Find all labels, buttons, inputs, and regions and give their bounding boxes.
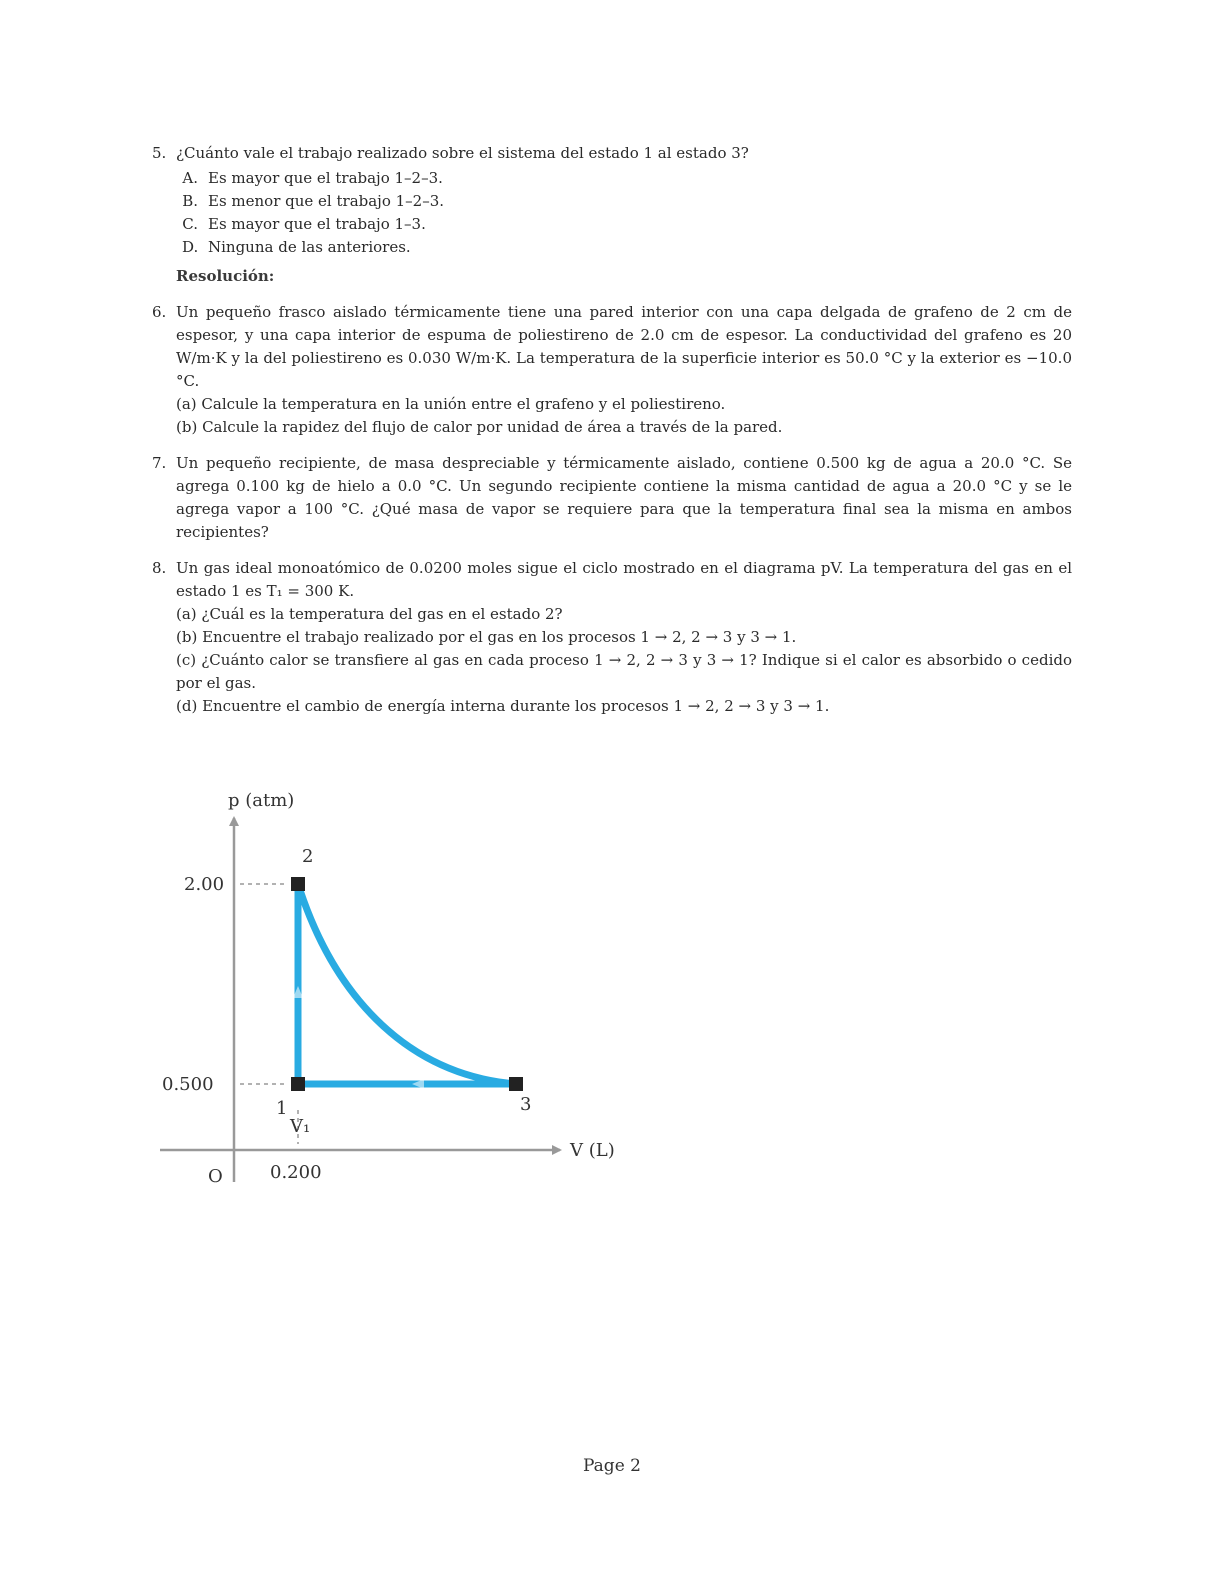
problem-number: 6. xyxy=(152,303,167,321)
response-label: Resolución: xyxy=(176,267,275,285)
state-2-label: 2 xyxy=(302,846,314,867)
option-letter: C. xyxy=(182,215,198,233)
option-d xyxy=(182,236,1072,259)
problem-number: 7. xyxy=(152,454,167,472)
subitem-b: (b) Calcule la rapidez del flujo de calor por unidad de área a través de la pared. xyxy=(176,418,783,436)
option-letter: B. xyxy=(182,192,198,210)
option-letter: A. xyxy=(182,169,198,187)
page-number: Page 2 xyxy=(583,1456,641,1476)
subitem-a: (a) ¿Cuál es la temperatura del gas en el estado 2? xyxy=(176,605,563,623)
p-tick-high: 2.00 xyxy=(184,874,225,895)
state-3-marker xyxy=(509,1077,523,1091)
page-content xyxy=(152,142,1072,731)
pv-diagram-svg xyxy=(150,770,650,1200)
subitem-c: (c) ¿Cuánto calor se transfiere al gas en cada proceso 1 → 2, 2 → 3 y 3 → 1? Indique si el calor es absorbido o cedido por el gas. xyxy=(176,651,1072,692)
option-text: Ninguna de las anteriores. xyxy=(208,238,411,256)
option-text: Es mayor que el trabajo 1–2–3. xyxy=(208,169,443,187)
option-a xyxy=(182,167,1072,190)
option-letter: D. xyxy=(182,238,199,256)
state-1-marker xyxy=(291,1077,305,1091)
option-b xyxy=(182,190,1072,213)
subitem-a: (a) Calcule la temperatura en la unión entre el grafeno y el poliestireno. xyxy=(176,395,726,413)
subitem-b: (b) Encuentre el trabajo realizado por el gas en los procesos 1 → 2, 2 → 3 y 3 → 1. xyxy=(176,628,797,646)
option-c xyxy=(182,213,1072,236)
origin-label: O xyxy=(208,1166,223,1187)
problem-text: Un pequeño frasco aislado térmicamente tiene una pared interior con una capa delgada de grafeno de 2 cm de espesor, y una capa interior de espuma de poliestireno de 2.0 cm de espesor. La conductividad del grafeno es 20 W/m·K y la del poliestireno es 0.030 W/m·K. La temperatura de la superficie interior es 50.0 °C y la exterior es −10.0 °C. xyxy=(176,303,1072,390)
state-2-marker xyxy=(291,877,305,891)
problem-text: Un pequeño recipiente, de masa despreciable y térmicamente aislado, contiene 0.500 kg de agua a 20.0 °C. Se agrega 0.100 kg de hielo a 0.0 °C. Un segundo recipiente contiene la misma cantidad de agua a 20.0 °C y se le agrega vapor a 100 °C. ¿Qué masa de vapor se requiere para que la temperatura final sea la misma en ambos recipientes? xyxy=(176,454,1072,541)
process-2-3 xyxy=(298,884,516,1084)
v-tick: 0.200 xyxy=(270,1162,322,1183)
problem-number: 8. xyxy=(152,559,167,577)
p-tick-low: 0.500 xyxy=(162,1074,214,1095)
v1-label: V₁ xyxy=(290,1116,311,1137)
option-text: Es menor que el trabajo 1–2–3. xyxy=(208,192,445,210)
option-text: Es mayor que el trabajo 1–3. xyxy=(208,215,426,233)
problem-text: Un gas ideal monoatómico de 0.0200 moles sigue el ciclo mostrado en el diagrama pV. La temperatura del gas en el estado 1 es T₁ = 300 K. xyxy=(176,559,1072,600)
problem-6 xyxy=(152,301,1072,439)
p-axis-label: p (atm) xyxy=(228,790,295,811)
problem-number: 5. xyxy=(152,144,167,162)
problem-8 xyxy=(152,557,1072,718)
problem-5 xyxy=(152,142,1072,288)
subitem-d: (d) Encuentre el cambio de energía interna durante los procesos 1 → 2, 2 → 3 y 3 → 1. xyxy=(176,697,830,715)
state-3-label: 3 xyxy=(520,1094,532,1115)
problem-text: ¿Cuánto vale el trabajo realizado sobre el sistema del estado 1 al estado 3? xyxy=(176,144,749,162)
options-list xyxy=(182,167,1072,259)
v-axis-label: V (L) xyxy=(570,1140,615,1161)
state-1-label: 1 xyxy=(276,1098,288,1119)
pv-diagram xyxy=(150,770,650,1200)
problem-7 xyxy=(152,452,1072,544)
